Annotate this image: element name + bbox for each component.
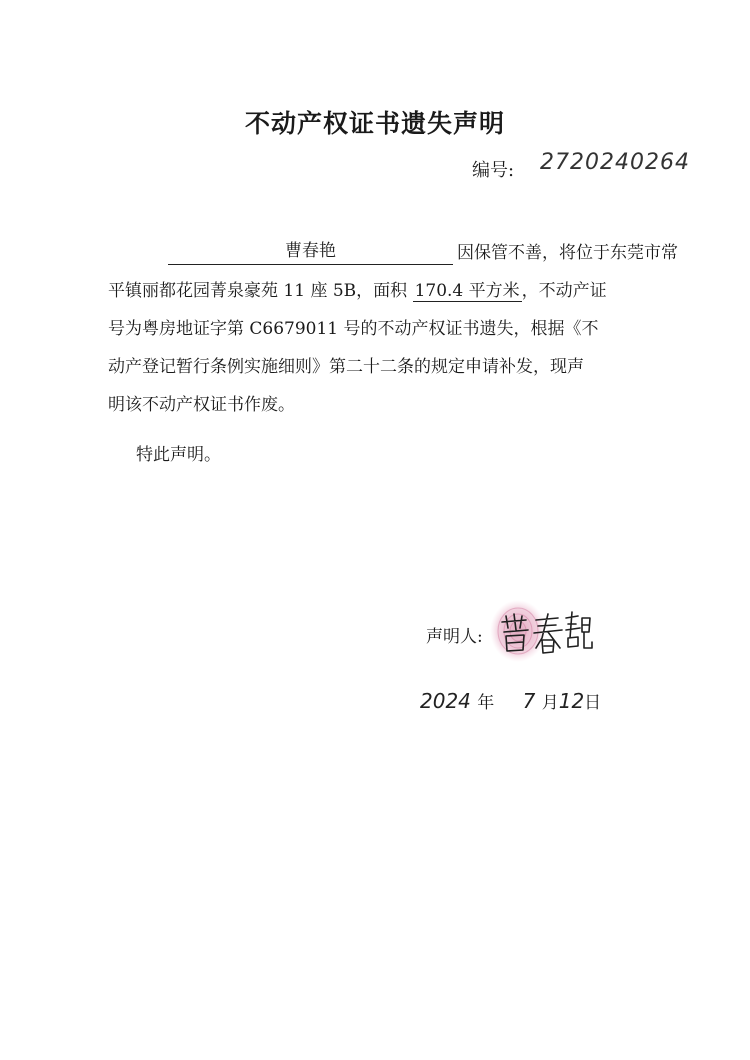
applicant-name: 曹春艳 [168, 238, 453, 265]
property-area: 170.4 平方米 [414, 281, 520, 301]
handwritten-signature [496, 608, 596, 664]
body-line-2-end: ，不动产证 [521, 281, 607, 301]
body-line-2-start: 平镇丽都花园菁泉豪苑 11 座 5B，面积 [108, 281, 413, 301]
serial-value: 2720240264 [540, 150, 690, 175]
special-statement: 特此声明。 [136, 445, 221, 465]
statement-body [108, 234, 678, 424]
body-line-2 [108, 272, 648, 310]
document-title: 不动产权证书遗失声明 [244, 109, 505, 138]
date-month-unit: 月 [541, 693, 559, 713]
body-line-1 [108, 234, 678, 272]
date-day: 12 [558, 689, 585, 713]
serial-label: 编号: [472, 160, 515, 181]
date-month: 7 [522, 689, 536, 713]
serial-number [472, 150, 690, 182]
date-year-unit: 年 [477, 693, 495, 713]
body-line-3: 号为粤房地证字第 C6679011 号的不动产权证书遗失，根据《不 [108, 319, 599, 339]
declarant-label: 声明人: [426, 627, 483, 647]
body-line-5: 明该不动产权证书作废。 [108, 395, 295, 415]
date-day-unit: 日 [584, 693, 602, 713]
declaration-date [420, 688, 601, 713]
body-line-4: 动产登记暂行条例实施细则》第二十二条的规定申请补发，现声 [108, 357, 584, 377]
body-line-1-text: 因保管不善，将位于东莞市常 [457, 243, 678, 263]
date-year: 2024 [420, 689, 471, 713]
